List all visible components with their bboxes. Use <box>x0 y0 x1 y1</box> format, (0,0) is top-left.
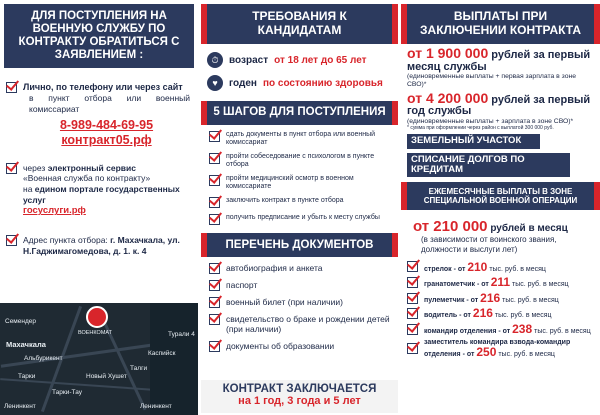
step-item <box>209 153 392 169</box>
map-label: Махачкала <box>6 340 46 349</box>
checkbox-icon <box>209 263 220 274</box>
pay2-amount: от 4 200 000 <box>407 89 489 106</box>
checkbox-icon <box>6 163 17 174</box>
requirements-column <box>201 0 398 415</box>
contact-header-text: ДЛЯ ПОСТУПЛЕНИЯ НА ВОЕННУЮ СЛУЖБУ ПО КОНТРАКТУ ОБРАТИТЬСЯ С ЗАЯВЛЕНИЕМ : <box>18 9 180 62</box>
contact-header <box>4 4 194 68</box>
map-label: Турали 4 <box>168 331 195 338</box>
payments-column <box>401 0 600 415</box>
checkbox-icon <box>209 214 220 225</box>
sea-area <box>150 303 198 415</box>
checkbox-icon <box>407 308 418 319</box>
steps-header-text: 5 ШАГОВ ДЛЯ ПОСТУПЛЕНИЯ <box>213 106 386 119</box>
rank-label: водитель - от <box>424 312 471 320</box>
item2-service: электронный сервис <box>47 162 136 173</box>
checkbox-icon <box>209 280 220 291</box>
doc-item <box>209 314 392 334</box>
step-text: пройти медицинский осмотр в военном комиссариате <box>226 175 354 191</box>
checkbox-icon <box>6 235 17 246</box>
rank-value: 216 <box>472 306 493 321</box>
age-range: от 18 лет до 65 лет <box>274 54 367 66</box>
monthly-note: (в зависимости от воинского звания, должности и выслуги лет) <box>421 235 557 255</box>
site-link[interactable]: контракт05.рф <box>61 133 152 148</box>
item1-sub: в пункт отбора или военный комиссариат <box>29 93 190 114</box>
monthly-header <box>401 182 600 210</box>
doc-item <box>209 280 392 291</box>
map-label: Ленинкент <box>140 403 172 410</box>
rank-item <box>407 276 596 289</box>
contract-terms: на 1 год, 3 года и 5 лет <box>238 395 361 407</box>
rank-text <box>424 323 591 336</box>
rank-value: 250 <box>476 344 497 359</box>
clock-icon: ⏱ <box>207 52 223 68</box>
rank-unit: тыс. руб. в месяц <box>502 296 559 304</box>
rank-unit: тыс. руб. в месяц <box>494 312 552 320</box>
item2-portal: едином портале государственных услуг <box>23 184 180 205</box>
land-text: ЗЕМЕЛЬНЫЙ УЧАСТОК <box>411 135 522 147</box>
step-item <box>209 175 392 191</box>
rank-text <box>424 261 546 274</box>
checkbox-icon <box>407 343 418 354</box>
monthly-amount: от 210 000 <box>413 218 488 236</box>
doc-text: военный билет (при наличии) <box>226 297 343 308</box>
rank-item <box>407 339 596 359</box>
map-label: Альбурикент <box>24 355 63 362</box>
map-label: Тарки <box>18 373 36 380</box>
rank-label: пулеметчик - от <box>424 296 479 304</box>
step-item <box>209 131 392 147</box>
docs-header-text: ПЕРЕЧЕНЬ ДОКУМЕНТОВ <box>225 238 374 251</box>
location-map[interactable] <box>0 303 198 415</box>
step-item <box>209 197 392 208</box>
rank-text <box>424 307 552 320</box>
contact-item-address <box>6 235 190 256</box>
rank-unit: тыс. руб. в месяц <box>534 328 591 335</box>
step-text: пройти собеседование с психологом в пункте отбора <box>226 153 375 169</box>
checkbox-icon <box>209 341 220 352</box>
health-label: годен <box>229 77 257 89</box>
payments-header-text: ВЫПЛАТЫ ПРИ ЗАКЛЮЧЕНИИ КОНТРАКТА <box>420 9 581 37</box>
rank-label: командир отделения - от <box>424 328 511 335</box>
pay2-note: (единовременные выплаты + зарплата в зоне СВО)* <box>407 117 574 125</box>
map-label: Семендер <box>5 318 37 325</box>
docs-list <box>201 257 398 351</box>
contact-column <box>0 0 198 415</box>
land-band <box>407 134 540 148</box>
rank-label: стрелок - от <box>424 265 466 273</box>
requirements-header <box>201 4 398 44</box>
item1-text: Лично, по телефону или через сайт <box>23 82 183 92</box>
map-label: Новый Хушет <box>86 373 127 380</box>
checkbox-icon <box>407 324 418 335</box>
pay2-text: рублей за первый год службы <box>407 93 591 118</box>
payments-header <box>401 4 600 44</box>
monthly-header-text: ЕЖЕМЕСЯЧНЫЕ ВЫПЛАТЫ В ЗОНЕ СПЕЦИАЛЬНОЙ ВОЕННОЙ ОПЕРАЦИИ <box>423 187 578 206</box>
monthly-unit: рублей в месяц <box>490 223 568 235</box>
ranks-list <box>401 255 600 359</box>
rank-value: 211 <box>490 275 511 290</box>
steps-header <box>201 101 398 125</box>
checkbox-icon <box>209 153 220 164</box>
rank-text <box>424 292 559 305</box>
rank-item <box>407 307 596 320</box>
age-label: возраст <box>229 54 269 66</box>
doc-text: паспорт <box>226 280 258 291</box>
pay1-text: рублей за первый месяц службы <box>407 49 591 73</box>
debts-band <box>407 153 570 178</box>
pay-footnote: * сумма при оформлении через район с выплатой 300 000 руб. <box>407 124 554 131</box>
address-text: г. Махачкала, ул. Н.Гаджимагомедова, д. 1. к. 4 <box>23 235 180 256</box>
doc-item <box>209 263 392 274</box>
checkbox-icon <box>6 82 17 93</box>
pay1-note: (единовременные выплаты + первая зарплата в зоне СВО)* <box>407 73 577 88</box>
age-requirement <box>207 52 398 68</box>
contact-item-personal <box>6 82 190 149</box>
map-label: Каспийск <box>148 350 176 357</box>
doc-text: документы об образовании <box>226 340 335 351</box>
rank-label: заместитель командира взвода-командир отделения - от <box>424 338 571 358</box>
debts-text: СПИСАНИЕ ДОЛГОВ ПО КРЕДИТАМ <box>411 153 525 175</box>
step-text: сдать документы в пункт отбора или военный комиссариат <box>226 131 376 147</box>
contract-term-box <box>201 380 398 413</box>
rank-value: 238 <box>512 322 533 336</box>
checkbox-icon <box>209 314 220 325</box>
map-label: Тарки-Тау <box>52 389 83 396</box>
phone-link[interactable]: 8-989-484-69-95 <box>59 117 154 132</box>
item2-pre: через <box>23 162 46 173</box>
doc-text: автобиография и анкета <box>226 263 323 274</box>
step-text: заключить контракт в пункте отбора <box>226 197 344 205</box>
monthly-block <box>401 210 600 254</box>
checkbox-icon <box>209 297 220 308</box>
item2-on: на <box>23 184 33 194</box>
rank-unit: тыс. руб. в месяц <box>512 281 569 289</box>
map-pin-icon[interactable] <box>86 306 108 328</box>
checkbox-icon <box>209 131 220 142</box>
checkbox-icon <box>209 175 220 186</box>
docs-header <box>201 233 398 257</box>
rank-unit: тыс. руб. в месяц <box>498 350 555 358</box>
checkbox-icon <box>407 293 418 304</box>
doc-item <box>209 297 392 308</box>
map-label: Талги <box>130 365 148 372</box>
checkbox-icon <box>407 261 418 272</box>
checkbox-icon <box>209 197 220 208</box>
rank-label: гранатометчик - от <box>424 281 489 289</box>
rank-text <box>424 339 596 359</box>
gosuslugi-link[interactable]: госуслуги.рф <box>23 205 86 217</box>
item2-service-name: «Военная служба по контракту» <box>23 173 151 184</box>
address-label: Адрес пункта отбора: <box>23 235 108 246</box>
health-requirement <box>207 75 398 91</box>
rank-text <box>424 276 569 289</box>
health-text: по состоянию здоровья <box>262 77 383 89</box>
rank-value: 210 <box>467 259 488 274</box>
doc-item <box>209 341 392 352</box>
doc-text: свидетельство о браке и рождении детей (при наличии) <box>226 314 390 335</box>
contact-item-online <box>6 163 190 217</box>
map-label: Ленинкент <box>4 403 36 410</box>
payments-block <box>401 44 600 131</box>
rank-item <box>407 323 596 336</box>
step-text: получить предписание и убыть к месту службы <box>226 214 380 222</box>
checkbox-icon <box>407 277 418 288</box>
rank-unit: тыс. руб. в месяц <box>489 265 546 273</box>
map-pin-label: ВОЕНКОМАТ <box>78 330 113 336</box>
heart-pulse-icon: ♥ <box>207 75 223 91</box>
rank-item <box>407 261 596 274</box>
steps-list <box>201 125 398 225</box>
pay1-amount: от 1 900 000 <box>407 45 489 61</box>
requirements-header-text: ТРЕБОВАНИЯ К КАНДИДАТАМ <box>252 9 347 37</box>
step-item <box>209 214 392 225</box>
rank-value: 216 <box>480 290 501 305</box>
rank-item <box>407 292 596 305</box>
contract-title: КОНТРАКТ ЗАКЛЮЧАЕТСЯ <box>222 383 377 395</box>
